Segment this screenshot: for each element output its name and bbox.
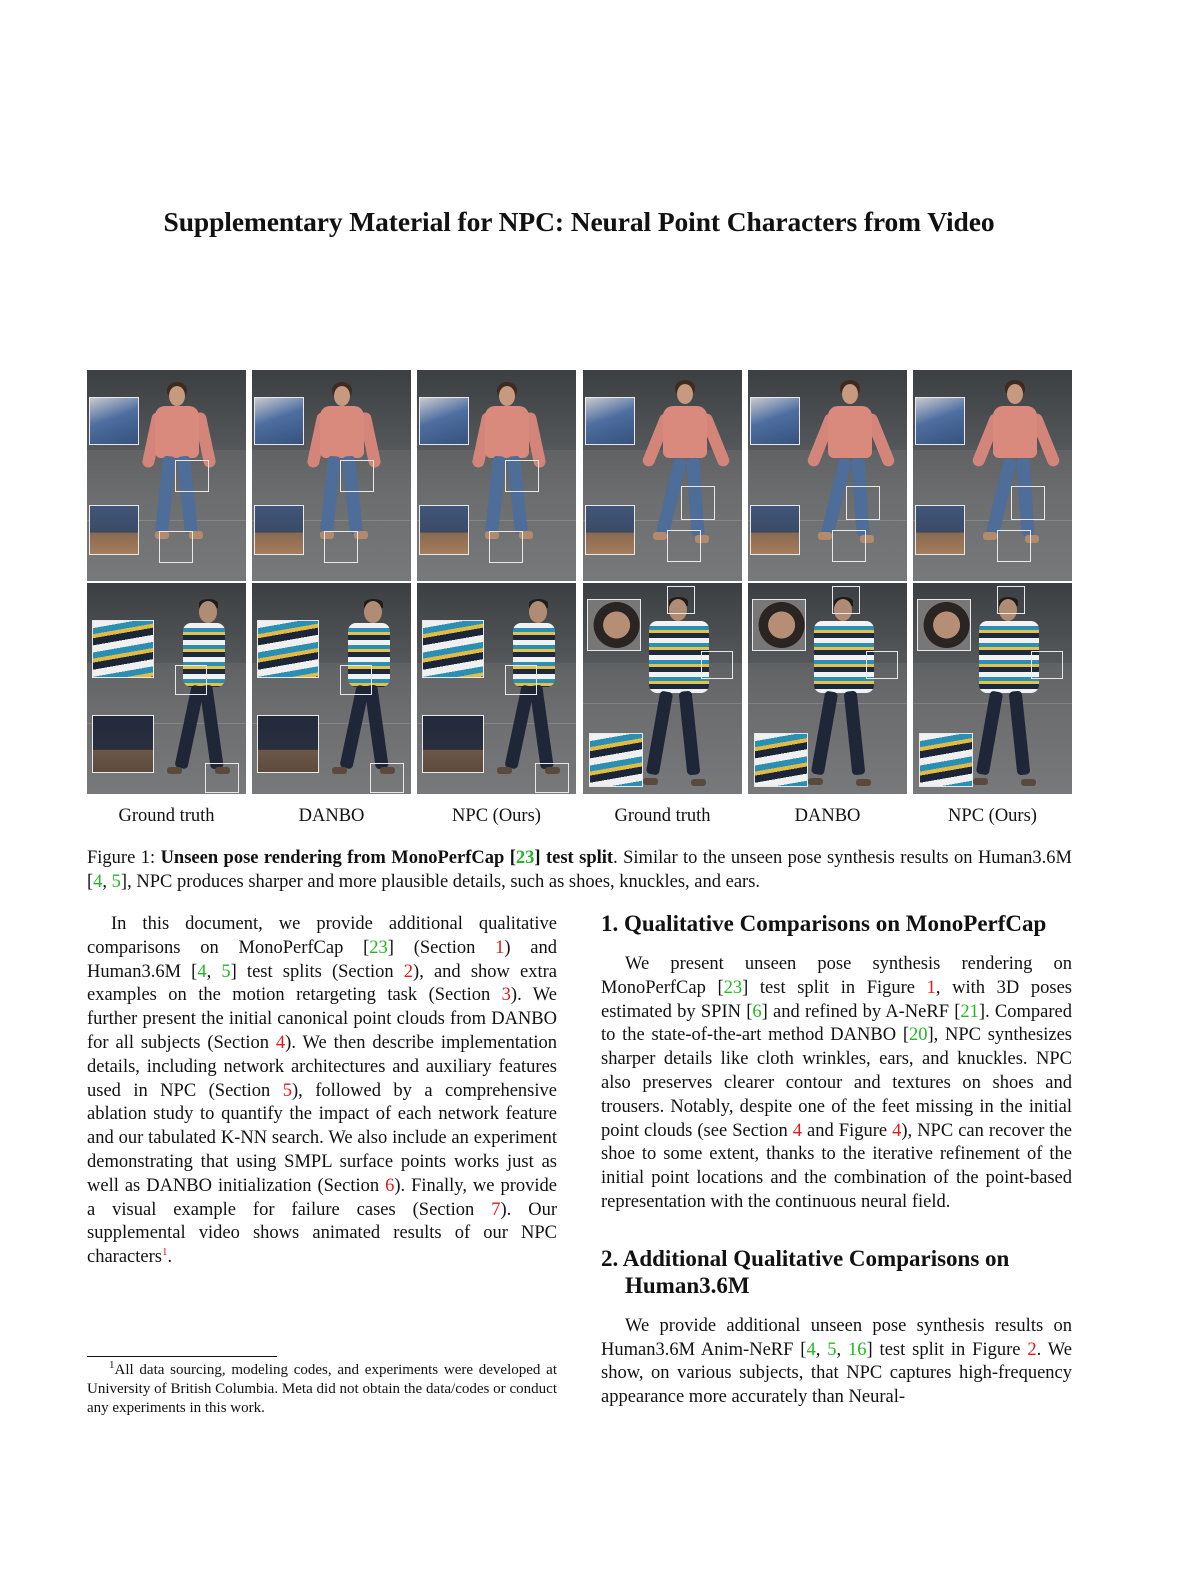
- section-link[interactable]: 1: [495, 937, 505, 958]
- body-text: .: [167, 1247, 173, 1268]
- citation-link[interactable]: 23: [515, 848, 535, 868]
- body-text: ]. Compared to the state-of-the-art method DANBO [: [601, 1001, 1072, 1046]
- figure-tile-r1-c2: [252, 370, 411, 581]
- body-text: . We show, on various subjects, that NPC captures high-frequency appearance more accurately than Neural-: [601, 1339, 1072, 1408]
- body-text: ], NPC synthesizes sharper details like cloth wrinkles, ears, and knuckles. NPC also preserves clearer contour and textures on shoes and trousers. Notably, despite one of the feet missing in the initial point clouds (see Section: [601, 1025, 1072, 1141]
- body-text: ). Our supplemental video shows animated results of our NPC characters: [87, 1199, 558, 1268]
- citation-link[interactable]: 4: [806, 1339, 816, 1360]
- section-1-heading: 1. Qualitative Comparisons on MonoPerfCap: [601, 911, 1047, 936]
- figure-tile-r1-c5: [748, 370, 907, 581]
- citation-link[interactable]: 5: [827, 1339, 837, 1360]
- figure-tile-r2-c3: [417, 583, 576, 794]
- body-text: In this document, we provide additional qualitative comparisons on MonoPerfCap [: [87, 914, 557, 958]
- body-text: ). We further present the initial canonical point clouds from DANBO for all subjects (Section: [87, 985, 557, 1053]
- body-text: and Figure: [802, 1120, 893, 1141]
- body-text: ). We then describe implementation details, including network architectures and auxiliary features used in NPC (Section: [87, 1032, 557, 1101]
- column-label-danbo-2: DANBO: [794, 806, 861, 826]
- separator: ,: [836, 1339, 848, 1360]
- right-column: [601, 910, 1072, 1410]
- footnote-link[interactable]: 1: [161, 1246, 168, 1258]
- body-text: ] test split in Figure: [866, 1339, 1028, 1360]
- section-link[interactable]: 4: [275, 1032, 286, 1053]
- citation-link[interactable]: 23: [723, 977, 743, 998]
- section-link[interactable]: 6: [385, 1175, 395, 1196]
- figure-tile-r2-c6: [913, 583, 1072, 794]
- citation-link[interactable]: 23: [369, 937, 388, 958]
- column-label-ground-truth-2: Ground truth: [614, 806, 711, 826]
- column-label-npc-1: NPC (Ours): [452, 806, 541, 826]
- section-1-paragraph: [601, 953, 1072, 1215]
- caption-text: ], NPC produces sharper and more plausible details, such as shoes, knuckles, and ears.: [120, 872, 761, 892]
- body-text: ). Finally, we provide a visual example for failure cases (Section: [87, 1175, 557, 1220]
- figure-tile-r1-c6: [913, 370, 1072, 581]
- body-text: We present unseen pose synthesis rendering on MonoPerfCap [: [601, 954, 1072, 998]
- body-text: , with 3D poses estimated by SPIN [: [601, 977, 1072, 1022]
- citation-link[interactable]: 20: [908, 1025, 928, 1046]
- figure-tile-r2-c4: [583, 583, 742, 794]
- body-text: ), NPC can recover the shoe to some extent, thanks to the iterative refinement of the initial point locations and the combination of the point-based representation with the continuous neural field.: [601, 1120, 1073, 1212]
- caption-bold-tail: test split: [545, 848, 614, 868]
- column-label-ground-truth-1: Ground truth: [118, 806, 215, 826]
- citation-link[interactable]: 5: [221, 961, 231, 982]
- footnote-mark: 1: [109, 1359, 115, 1371]
- citation-link[interactable]: 21: [960, 1001, 979, 1022]
- caption-text: . Similar to the unseen pose synthesis results on Human3.6M [: [87, 848, 1072, 892]
- footnote-text: All data sourcing, modeling codes, and experiments were developed at University of British Columbia. Meta did not obtain the data/codes or conduct any experiments in this work.: [87, 1362, 557, 1416]
- section-link[interactable]: 3: [501, 985, 511, 1006]
- caption-bold-title: Unseen pose rendering from MonoPerfCap: [160, 848, 505, 868]
- section-link[interactable]: 4: [792, 1120, 802, 1141]
- figure-link[interactable]: 2: [1027, 1339, 1037, 1360]
- figure-link[interactable]: 4: [892, 1120, 902, 1141]
- footnote-rule: [87, 1356, 277, 1357]
- citation-link[interactable]: 5: [111, 872, 121, 892]
- citation-link[interactable]: 16: [848, 1339, 867, 1360]
- section-2-heading: 2. Additional Qualitative Comparisons on Human3.6M: [601, 1245, 1010, 1298]
- body-text: We provide additional unseen pose synthesis results on Human3.6M Anim-NeRF [: [601, 1315, 1072, 1360]
- section-link[interactable]: 7: [491, 1199, 501, 1220]
- body-text: ) and Human3.6M [: [87, 937, 558, 982]
- figure-tile-r1-c3: [417, 370, 576, 581]
- separator: ,: [815, 1339, 828, 1360]
- section-link[interactable]: 2: [403, 961, 414, 982]
- figure-tile-r1-c4: [583, 370, 742, 581]
- figure-tile-r2-c5: [748, 583, 907, 794]
- body-text: ), and show extra examples on the motion retargeting task (Section: [87, 961, 557, 1006]
- figure-tile-r1-c1: [87, 370, 246, 581]
- section-link[interactable]: 5: [282, 1080, 292, 1101]
- citation-link[interactable]: 6: [752, 1001, 762, 1022]
- separator: ,: [206, 961, 222, 982]
- figure-1-image-grid: [87, 370, 1072, 802]
- column-label-npc-2: NPC (Ours): [948, 806, 1037, 826]
- caption-label: Figure 1:: [87, 848, 156, 868]
- figure-tile-r2-c1: [87, 583, 246, 794]
- figure-tile-r2-c2: [252, 583, 411, 794]
- column-label-danbo-1: DANBO: [298, 806, 365, 826]
- footnote: [87, 1361, 557, 1418]
- body-text: ] (Section: [387, 937, 496, 958]
- paper-title: Supplementary Material for NPC: Neural Point Characters from Video: [163, 206, 995, 237]
- citation-link[interactable]: 4: [93, 872, 103, 892]
- body-text: ] test split in Figure: [742, 977, 927, 998]
- citation-link[interactable]: 4: [197, 961, 207, 982]
- body-text: ] and refined by A-NeRF [: [761, 1001, 961, 1022]
- body-text: ), followed by a comprehensive ablation study to quantify the impact of each network feature and our tabulated K-NN search. We also include an experiment demonstrating that using SMPL surface points works just as well as DANBO initialization (Section: [87, 1080, 557, 1196]
- separator: ,: [102, 872, 112, 892]
- intro-paragraph: [87, 913, 557, 1270]
- figure-caption: Figure 1: Unseen pose rendering from MonoPerfCap [23] test split. Similar to the unseen pose synthesis results on Human3.6M [4, 5], NPC produces sharper and more plausible details, such as shoes, knuckles, and ears.: [87, 848, 1072, 892]
- figure-link[interactable]: 1: [926, 977, 936, 998]
- section-2-paragraph: [601, 1315, 1072, 1410]
- body-text: ] test splits (Section: [230, 961, 404, 982]
